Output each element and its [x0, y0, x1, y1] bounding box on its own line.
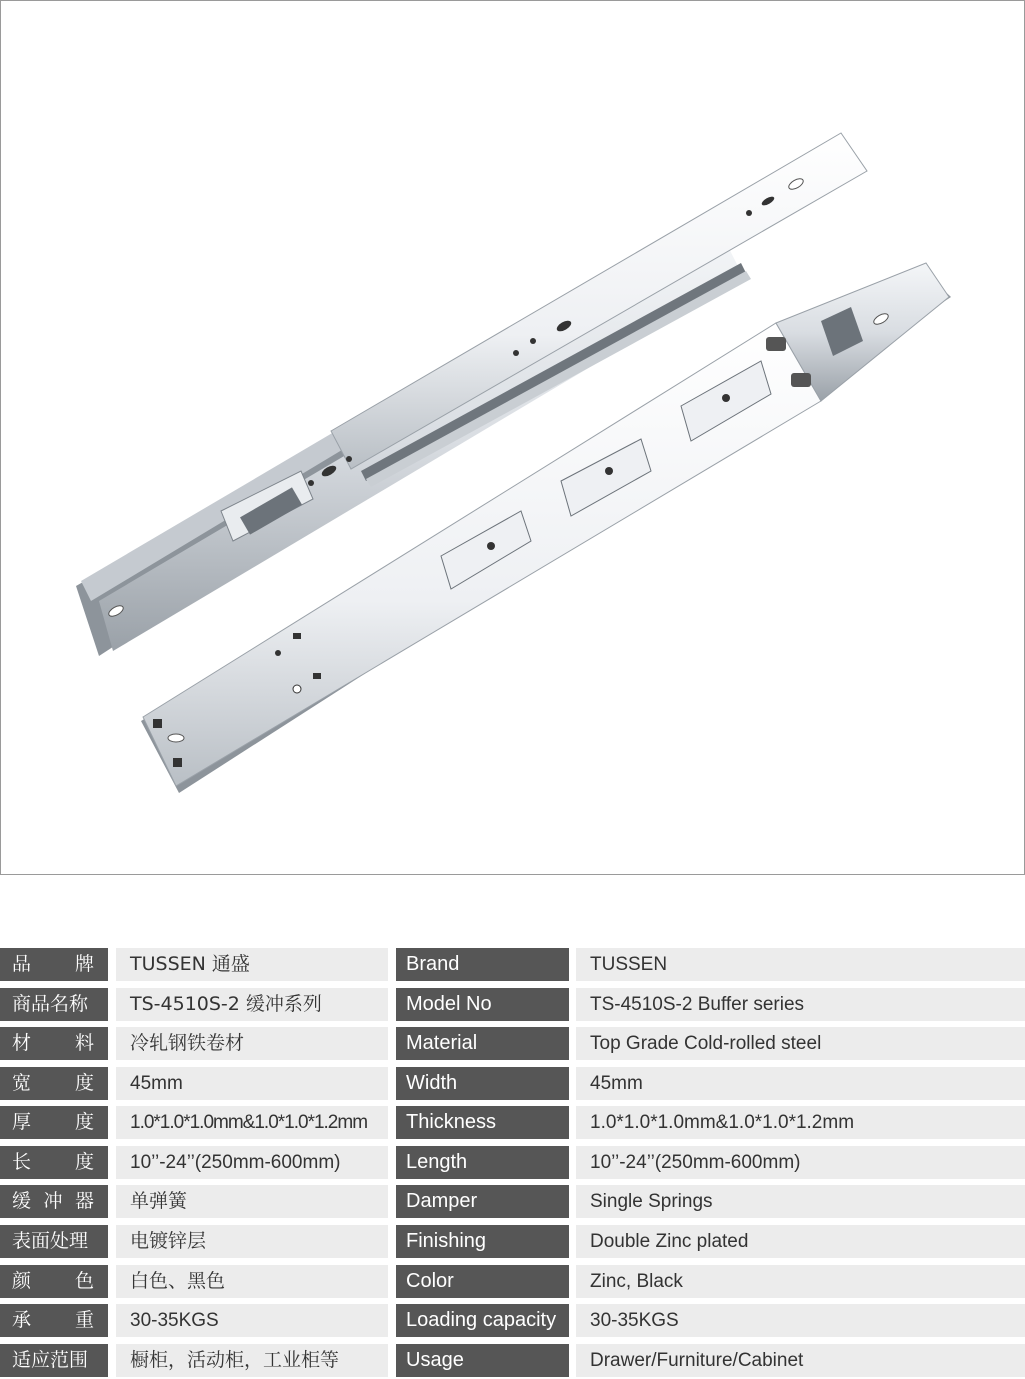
en-value: 30-35KGS — [576, 1304, 1025, 1337]
en-value: Drawer/Furniture/Cabinet — [576, 1344, 1025, 1377]
spec-row-brand — [0, 948, 1025, 981]
zh-label: 厚 度 — [0, 1106, 108, 1139]
en-value: 45mm — [576, 1067, 1025, 1100]
en-value: Zinc, Black — [576, 1265, 1025, 1298]
en-label: Loading capacity — [396, 1304, 569, 1337]
zh-label: 适应范围 — [0, 1344, 108, 1377]
spec-row-color — [0, 1265, 1025, 1298]
spec-row-usage — [0, 1344, 1025, 1377]
zh-value: 橱柜，活动柜，工业柜等 — [116, 1344, 388, 1377]
en-value: Single Springs — [576, 1185, 1025, 1218]
spec-row-model — [0, 988, 1025, 1021]
en-label: Thickness — [396, 1106, 569, 1139]
en-label: Color — [396, 1265, 569, 1298]
spec-row-width — [0, 1067, 1025, 1100]
en-value: Double Zinc plated — [576, 1225, 1025, 1258]
en-label: Finishing — [396, 1225, 569, 1258]
zh-label: 品 牌 — [0, 948, 108, 981]
zh-value: 电镀锌层 — [116, 1225, 388, 1258]
zh-value: 1.0*1.0*1.0mm&1.0*1.0*1.2mm — [116, 1106, 388, 1139]
en-label: Length — [396, 1146, 569, 1179]
zh-value: TUSSEN 通盛 — [116, 948, 388, 981]
zh-label: 表面处理 — [0, 1225, 108, 1258]
en-label: Usage — [396, 1344, 569, 1377]
zh-value: 30-35KGS — [116, 1304, 388, 1337]
zh-label: 宽 度 — [0, 1067, 108, 1100]
en-value: TUSSEN — [576, 948, 1025, 981]
zh-value: 单弹簧 — [116, 1185, 388, 1218]
en-value: 1.0*1.0*1.0mm&1.0*1.0*1.2mm — [576, 1106, 1025, 1139]
zh-value: 10’’-24’’(250mm-600mm) — [116, 1146, 388, 1179]
drawer-slide-icon — [1, 1, 1024, 874]
en-label: Width — [396, 1067, 569, 1100]
zh-value: 45mm — [116, 1067, 388, 1100]
zh-label: 缓 冲 器 — [0, 1185, 108, 1218]
zh-value: TS-4510S-2 缓冲系列 — [116, 988, 388, 1021]
en-value: TS-4510S-2 Buffer series — [576, 988, 1025, 1021]
en-label: Model No — [396, 988, 569, 1021]
spec-row-length — [0, 1146, 1025, 1179]
en-label: Damper — [396, 1185, 569, 1218]
zh-label: 长 度 — [0, 1146, 108, 1179]
zh-label: 颜 色 — [0, 1265, 108, 1298]
spec-row-damper — [0, 1185, 1025, 1218]
spec-row-material — [0, 1027, 1025, 1060]
en-label: Brand — [396, 948, 569, 981]
zh-label: 商品名称 — [0, 988, 108, 1021]
spec-row-finishing — [0, 1225, 1025, 1258]
spec-row-loading-capacity — [0, 1304, 1025, 1337]
spec-row-thickness — [0, 1106, 1025, 1139]
zh-label: 承 重 — [0, 1304, 108, 1337]
zh-label: 材 料 — [0, 1027, 108, 1060]
en-value: Top Grade Cold-rolled steel — [576, 1027, 1025, 1060]
en-label: Material — [396, 1027, 569, 1060]
zh-value: 冷轧钢铁卷材 — [116, 1027, 388, 1060]
en-value: 10’’-24’’(250mm-600mm) — [576, 1146, 1025, 1179]
zh-value: 白色、黑色 — [116, 1265, 388, 1298]
